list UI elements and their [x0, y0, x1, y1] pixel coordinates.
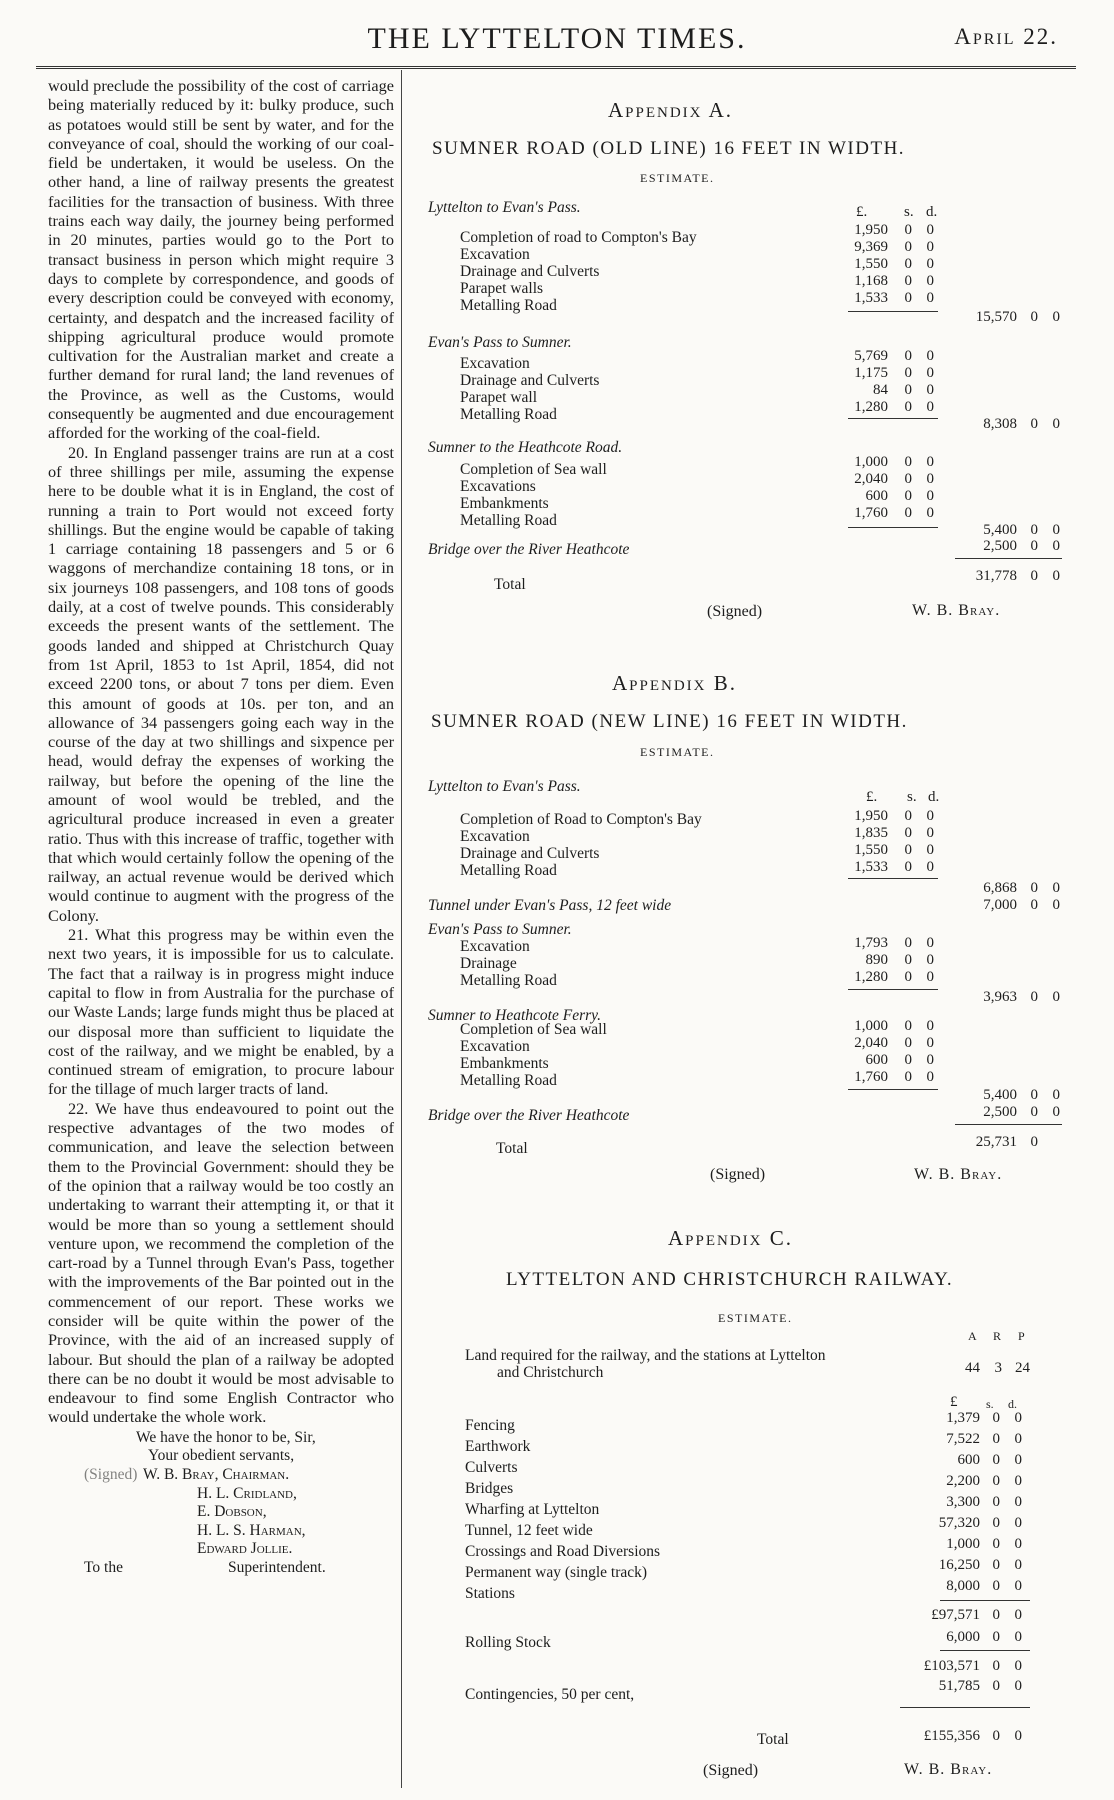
- pounds-value: 1,280: [854, 969, 888, 985]
- section-heading: Sumner to Heathcote Ferry.: [428, 1007, 602, 1024]
- shillings-header: s.: [904, 204, 914, 220]
- subtotal-shillings: 0: [992, 1658, 1000, 1674]
- shillings-header: s.: [986, 1397, 994, 1411]
- pence-value: 0: [926, 273, 934, 289]
- pence-value: 0: [926, 505, 934, 521]
- land-required-label-cont: and Christchurch: [497, 1364, 604, 1381]
- pence-value: 0: [926, 290, 934, 306]
- pence-value: 0: [1014, 1678, 1022, 1694]
- signer-name: W. B. Bray.: [912, 602, 1001, 619]
- subtotal-pounds: 3,963: [983, 989, 1017, 1005]
- subtotal-pounds: 15,570: [975, 309, 1017, 325]
- pounds-value: 1,533: [854, 290, 888, 306]
- pounds-value: 1,950: [854, 222, 888, 238]
- subtotal-shillings: 0: [992, 1607, 1000, 1623]
- closing-honor: We have the honor to be, Sir,: [136, 1428, 316, 1446]
- pence-header: d.: [1008, 1397, 1017, 1411]
- pounds-value: 2,500: [983, 538, 1017, 554]
- pounds-value: 2,200: [946, 1473, 980, 1489]
- pounds-value: 1,000: [854, 454, 888, 470]
- pence-value: 0: [926, 859, 934, 875]
- rolling-stock-label: Rolling Stock: [465, 1634, 551, 1651]
- subtotal-pounds: 5,400: [983, 1087, 1017, 1103]
- pence-value: 0: [926, 222, 934, 238]
- estimate-item-label: Completion of Sea wall: [460, 1021, 607, 1038]
- pounds-value: 1,550: [854, 842, 888, 858]
- appendix-b-estimate-label: ESTIMATE.: [640, 745, 715, 759]
- pence-value: 0: [926, 382, 934, 398]
- shillings-header: s.: [907, 789, 917, 805]
- total-pence: 0: [1052, 568, 1060, 584]
- subtotal-shillings: 0: [1030, 416, 1038, 432]
- pence-value: 0: [1014, 1536, 1022, 1552]
- total-shillings: 0: [1030, 568, 1038, 584]
- report-column: [48, 76, 394, 1578]
- total-pounds: £155,356: [923, 1728, 980, 1744]
- pence-value: 0: [926, 808, 934, 824]
- subtotal-rule: [848, 311, 938, 312]
- estimate-item-label: Permanent way (single track): [465, 1564, 648, 1581]
- land-required-label: Land required for the railway, and the stations at Lyttelton: [465, 1347, 826, 1364]
- pounds-value: 600: [865, 488, 888, 504]
- subtotal-rule: [848, 878, 938, 879]
- shillings-value: 0: [1030, 897, 1038, 913]
- estimate-item-label: Metalling Road: [460, 406, 557, 423]
- pounds-value: 600: [865, 1052, 888, 1068]
- estimate-item-label: Parapet walls: [460, 280, 544, 297]
- shillings-value: 0: [992, 1494, 1000, 1510]
- newspaper-title: THE LYTTELTON TIMES.: [367, 22, 747, 55]
- estimate-item-label: Earthwork: [465, 1438, 531, 1455]
- section-heading: Lyttelton to Evan's Pass.: [428, 199, 581, 216]
- shillings-value: 0: [904, 256, 912, 272]
- shillings-value: 0: [904, 454, 912, 470]
- pounds-value: 1,760: [854, 505, 888, 521]
- pence-value: 0: [926, 239, 934, 255]
- pounds-value: 2,040: [854, 471, 888, 487]
- pounds-value: 1,175: [854, 365, 888, 381]
- estimate-item-label: Excavation: [460, 1038, 530, 1055]
- shillings-value: 0: [904, 1035, 912, 1051]
- pounds-value: 1,379: [946, 1410, 980, 1426]
- roods-value: 3: [994, 1360, 1002, 1376]
- subtotal-shillings: 0: [1030, 309, 1038, 325]
- shillings-value: 0: [992, 1629, 1000, 1645]
- pence-value: 0: [926, 365, 934, 381]
- subtotal-shillings: 0: [1030, 989, 1038, 1005]
- shillings-value: 0: [904, 382, 912, 398]
- shillings-value: 0: [992, 1452, 1000, 1468]
- shillings-value: 0: [904, 273, 912, 289]
- section-heading: Evan's Pass to Sumner.: [428, 921, 572, 938]
- estimate-item-label: Completion of Sea wall: [460, 461, 607, 478]
- pence-value: 0: [926, 969, 934, 985]
- pence-value: 0: [926, 256, 934, 272]
- paragraph-21: 21. What this progress may be within even the next two years, it is impossible for us to calculate. The fact that a railway is in progress might induce capital to flow in from Australia for the purchase of our Waste Lands; large funds might thus be placed at our disposal more than sufficient to liquidate the cost of the railway, and we might be enabled, by a continued stream of emigration, to procure labour for the tillage of much larger tracts of land.: [48, 925, 394, 1099]
- pence-value: 0: [926, 935, 934, 951]
- estimate-item-label: Metalling Road: [460, 297, 557, 314]
- pence-header: d.: [926, 204, 938, 220]
- shillings-value: 0: [904, 1069, 912, 1085]
- pence-value: 0: [926, 825, 934, 841]
- total-pounds: 25,731: [975, 1134, 1017, 1150]
- pounds-header: £: [950, 1394, 958, 1410]
- pence-value: 0: [926, 1018, 934, 1034]
- estimate-item-label: Metalling Road: [460, 1072, 557, 1089]
- total-rule: [955, 1124, 1062, 1125]
- estimate-item-label: Excavation: [460, 246, 530, 263]
- signatory: H. L. Cridland,: [197, 1484, 297, 1502]
- shillings-value: 0: [992, 1515, 1000, 1531]
- pounds-value: 1,533: [854, 859, 888, 875]
- shillings-value: 0: [992, 1557, 1000, 1573]
- bridge-item-label: Bridge over the River Heathcote: [428, 541, 630, 558]
- pounds-value: 7,522: [946, 1431, 980, 1447]
- pounds-value: 1,000: [854, 1018, 888, 1034]
- estimate-item-label: Completion of Road to Compton's Bay: [460, 811, 702, 828]
- shillings-value: 0: [904, 399, 912, 415]
- shillings-value: 0: [904, 222, 912, 238]
- subtotal-rule: [940, 1600, 1030, 1601]
- shillings-value: 0: [904, 1018, 912, 1034]
- pence-value: 0: [1052, 538, 1060, 554]
- shillings-value: 0: [992, 1678, 1000, 1694]
- pounds-value: 600: [957, 1452, 980, 1468]
- perches-value: 24: [1015, 1360, 1030, 1376]
- signatory: Edward Jollie.: [197, 1540, 293, 1558]
- contingencies-label: Contingencies, 50 per cent,: [465, 1686, 635, 1703]
- appendix-b-title: SUMNER ROAD (NEW LINE) 16 FEET IN WIDTH.: [431, 711, 908, 732]
- pence-value: 0: [926, 1035, 934, 1051]
- appendix-a-heading: Appendix A.: [608, 98, 734, 122]
- shillings-value: 0: [992, 1536, 1000, 1552]
- pounds-value: 2,040: [854, 1035, 888, 1051]
- pence-value: 0: [926, 454, 934, 470]
- pounds-value: 7,000: [983, 897, 1017, 913]
- shillings-value: 0: [904, 290, 912, 306]
- addressee: Superintendent.: [228, 1558, 326, 1576]
- paragraph-22: 22. We have thus endeavoured to point out the respective advantages of the two modes of communication, and leave the selection between them to the Provincial Government: should they be of the opinion that a railway would be too costly an undertaking to warrant their attempting it, or that it would be more than so young a settlement should venture upon, we recommend the completion of the cart-road by a Tunnel through Evan's Pass, together with the improvements of the Bar pointed out in the commencement of our report. These works we consider will be quite within the power of the Province, with the aid of an increased supply of labour. But should the plan of a railway be adopted there can be no doubt it would be most advisable to endeavour to find some English Contractor who would undertake the whole work.: [48, 1098, 394, 1427]
- letter-closing: [48, 1429, 394, 1578]
- header-rule: [36, 66, 1076, 69]
- estimate-item-label: Metalling Road: [460, 972, 557, 989]
- pounds-value: 84: [873, 382, 888, 398]
- subtotal-rule: [940, 1650, 1030, 1651]
- pence-value: 0: [1014, 1410, 1022, 1426]
- total-rule: [955, 558, 1062, 559]
- shillings-value: 0: [904, 842, 912, 858]
- subtotal-pounds: 6,868: [983, 880, 1017, 896]
- appendix-c-title: LYTTELTON AND CHRISTCHURCH RAILWAY.: [506, 1269, 954, 1290]
- shillings-value: 0: [904, 825, 912, 841]
- shillings-value: 0: [904, 505, 912, 521]
- bridge-item-label: Bridge over the River Heathcote: [428, 1107, 630, 1124]
- pence-value: 0: [1014, 1515, 1022, 1531]
- subtotal-pence: 0: [1052, 522, 1060, 538]
- signed-label: (Signed): [710, 1166, 766, 1183]
- total-pounds: 31,778: [975, 568, 1017, 584]
- signed-label: (Signed): [703, 1762, 759, 1779]
- pounds-value: 6,000: [946, 1629, 980, 1645]
- section-heading: Evan's Pass to Sumner.: [428, 334, 572, 351]
- total-label: Total: [757, 1731, 789, 1748]
- subtotal-pence: 0: [1052, 1087, 1060, 1103]
- pence-value: 0: [1014, 1452, 1022, 1468]
- subtotal-pence: 0: [1052, 880, 1060, 896]
- shillings-value: 0: [992, 1473, 1000, 1489]
- pounds-value: 1,760: [854, 1069, 888, 1085]
- estimate-item-label: Stations: [465, 1585, 515, 1602]
- pence-value: 0: [1014, 1473, 1022, 1489]
- appendix-b-heading: Appendix B.: [612, 671, 738, 695]
- estimate-item-label: Excavation: [460, 938, 530, 955]
- pence-value: 0: [1014, 1431, 1022, 1447]
- shillings-value: 0: [1030, 538, 1038, 554]
- signer-name: W. B. Bray.: [904, 1761, 993, 1778]
- pence-value: 0: [1014, 1578, 1022, 1594]
- subtotal-rule: [848, 989, 938, 990]
- estimate-item-label: Parapet wall: [460, 389, 538, 406]
- subtotal-shillings: 0: [1030, 880, 1038, 896]
- pounds-value: 3,300: [946, 1494, 980, 1510]
- roods-header: R: [993, 1329, 1002, 1343]
- pence-value: 0: [926, 842, 934, 858]
- total-label: Total: [494, 576, 526, 593]
- total-shillings: 0: [992, 1728, 1000, 1744]
- estimate-item-label: Bridges: [465, 1480, 514, 1497]
- signatory: H. L. S. Harman,: [197, 1521, 306, 1539]
- estimate-item-label: Metalling Road: [460, 862, 557, 879]
- estimate-item-label: Fencing: [465, 1417, 515, 1434]
- pence-value: 0: [926, 1069, 934, 1085]
- pounds-value: 890: [865, 952, 888, 968]
- pence-value: 0: [926, 952, 934, 968]
- estimate-item-label: Metalling Road: [460, 512, 557, 529]
- subtotal-pounds: £103,571: [923, 1658, 980, 1674]
- subtotal-rule: [848, 527, 938, 528]
- total-rule: [900, 1707, 1030, 1708]
- pence-value: 0: [926, 1052, 934, 1068]
- shillings-value: 0: [1030, 1104, 1038, 1120]
- pounds-value: 1,280: [854, 399, 888, 415]
- pounds-value: 1,550: [854, 256, 888, 272]
- estimate-item-label: Excavations: [460, 478, 536, 495]
- estimate-item-label: Completion of road to Compton's Bay: [460, 229, 697, 246]
- estimate-item-label: Excavation: [460, 828, 530, 845]
- section-heading: Lyttelton to Evan's Pass.: [428, 778, 581, 795]
- shillings-value: 0: [992, 1578, 1000, 1594]
- appendix-c-heading: Appendix C.: [668, 1226, 794, 1250]
- pence-value: 0: [926, 348, 934, 364]
- estimate-item-label: Culverts: [465, 1459, 518, 1476]
- pence-value: 0: [1014, 1494, 1022, 1510]
- subtotal-pence: 0: [1014, 1658, 1022, 1674]
- column-divider: [401, 70, 402, 1788]
- estimate-item-label: Drainage: [460, 955, 517, 972]
- pounds-value: 2,500: [983, 1104, 1017, 1120]
- subtotal-pence: 0: [1052, 416, 1060, 432]
- subtotal-pence: 0: [1052, 309, 1060, 325]
- pounds-value: 1,950: [854, 808, 888, 824]
- shillings-value: 0: [904, 1052, 912, 1068]
- shillings-value: 0: [904, 808, 912, 824]
- signed-label: (Signed): [707, 603, 763, 620]
- shillings-value: 0: [904, 969, 912, 985]
- signed-label: (Signed): [84, 1465, 138, 1483]
- pounds-value: 1,000: [946, 1536, 980, 1552]
- pounds-value: 51,785: [938, 1678, 980, 1694]
- appendix-c-estimate-label: ESTIMATE.: [718, 1311, 793, 1325]
- signer-name: W. B. Bray.: [914, 1166, 1003, 1183]
- pounds-value: 9,369: [854, 239, 888, 255]
- subtotal-pounds: 8,308: [983, 416, 1017, 432]
- shillings-value: 0: [992, 1410, 1000, 1426]
- paragraph-20: 20. In England passenger trains are run at a cost of three shillings per mile, assuming the expense here to be double what it is in England, the cost of running a train to Port would not exceed forty shillings. But the engine would be capable of taking 1 carriage containing 18 passengers and 5 or 6 waggons of merchandize containing 18 tons, or in six journeys 108 passengers, and 108 tons of goods daily, at a cost of twelve pounds. This considerably exceeds the present wants of the settlement. The goods landed and shipped at Christchurch Quay from 1st April, 1853 to 1st April, 1854, did not exceed 2200 tons, or about 7 tons per diem. Even this amount of goods at 10s. per ton, and an allowance of 34 passengers going each way in the course of the day at two shillings and sixpence per head, would defray the expenses of working the railway, but before the opening of the line the amount of wool would be trebled, and the agricultural produce increased in even a greater ratio. Thus with this increase of traffic, together with that which would certainly follow the opening of the railway, an actual revenue would be derived which would continue to augment with the progress of the Colony.: [48, 442, 394, 925]
- pounds-value: 57,320: [938, 1515, 980, 1531]
- pence-value: 0: [926, 471, 934, 487]
- pence-value: 0: [926, 399, 934, 415]
- pence-header: d.: [928, 789, 940, 805]
- pence-value: 0: [1014, 1629, 1022, 1645]
- estimate-item-label: Tunnel, 12 feet wide: [465, 1522, 593, 1539]
- subtotal-pounds: £97,571: [931, 1607, 980, 1623]
- pounds-header: £.: [856, 204, 868, 220]
- subtotal-pounds: 5,400: [983, 522, 1017, 538]
- subtotal-rule: [848, 1089, 938, 1090]
- acres-value: 44: [965, 1360, 980, 1376]
- subtotal-shillings: 0: [1030, 1087, 1038, 1103]
- appendix-a-title: SUMNER ROAD (OLD LINE) 16 FEET IN WIDTH.: [432, 138, 906, 159]
- paragraph-19-continued: would preclude the possibility of the cost of carriage being materially reduced by it: bulky produce, such as potatoes would still be sent by water, and for the conveyance of coal, should the working of our coal-field be undertaken, it would be useless. On the other hand, a line of railway presents the greatest facilities for the transaction of business. With three trains each way daily, the journey being performed in 20 minutes, parties would go to the Port to transact business in person which might require 3 days to complete by correspondence, and goods of every description could be conveyed with economy, certainty, and despatch and the increased facility of shipping agricultural produce would promote cultivation for the Australian market and create a further demand for rural land; the land revenues of the Province, as well as the Customs, would consequently be augmented and due encouragement afforded for the working of the coal-field.: [48, 76, 394, 443]
- estimate-item-label: Drainage and Culverts: [460, 263, 600, 280]
- estimate-item-label: Drainage and Culverts: [460, 372, 600, 389]
- signatory: E. Dobson,: [197, 1503, 267, 1521]
- subtotal-pence: 0: [1052, 989, 1060, 1005]
- pence-value: 0: [1052, 1104, 1060, 1120]
- acres-header: A: [968, 1329, 977, 1343]
- total-label: Total: [496, 1140, 528, 1157]
- shillings-value: 0: [904, 935, 912, 951]
- shillings-value: 0: [904, 859, 912, 875]
- subtotal-pence: 0: [1014, 1607, 1022, 1623]
- total-shillings: 0: [1030, 1134, 1038, 1150]
- pounds-header: £.: [866, 789, 878, 805]
- perches-header: P: [1018, 1329, 1025, 1343]
- shillings-value: 0: [904, 239, 912, 255]
- estimate-item-label: Crossings and Road Diversions: [465, 1543, 661, 1560]
- shillings-value: 0: [904, 471, 912, 487]
- subtotal-rule: [848, 418, 938, 419]
- estimate-item-label: Embankments: [460, 495, 549, 512]
- shillings-value: 0: [904, 488, 912, 504]
- shillings-value: 0: [904, 952, 912, 968]
- shillings-value: 0: [992, 1431, 1000, 1447]
- pounds-value: 16,250: [938, 1557, 980, 1573]
- shillings-value: 0: [904, 365, 912, 381]
- total-pence: 0: [1014, 1728, 1022, 1744]
- pence-value: 0: [1052, 897, 1060, 913]
- pence-value: 0: [1014, 1557, 1022, 1573]
- pence-value: 0: [926, 488, 934, 504]
- estimate-item-label: Embankments: [460, 1055, 549, 1072]
- closing-obedient: Your obedient servants,: [148, 1447, 295, 1465]
- issue-date: April 22.: [954, 24, 1058, 49]
- signatory: W. B. Bray, Chairman.: [143, 1465, 290, 1483]
- pounds-value: 1,168: [854, 273, 888, 289]
- shillings-value: 0: [904, 348, 912, 364]
- estimate-item-label: Drainage and Culverts: [460, 845, 600, 862]
- pounds-value: 8,000: [946, 1578, 980, 1594]
- estimate-item-label: Wharfing at Lyttelton: [465, 1501, 600, 1518]
- section-heading: Sumner to the Heathcote Road.: [428, 439, 623, 456]
- addressee-label: To the: [84, 1558, 123, 1576]
- estimate-item-label: Excavation: [460, 355, 530, 372]
- appendix-a-estimate-label: ESTIMATE.: [640, 171, 715, 185]
- tunnel-item-label: Tunnel under Evan's Pass, 12 feet wide: [428, 897, 672, 914]
- pounds-value: 1,835: [854, 825, 888, 841]
- pounds-value: 1,793: [854, 935, 888, 951]
- subtotal-shillings: 0: [1030, 522, 1038, 538]
- pounds-value: 5,769: [854, 348, 888, 364]
